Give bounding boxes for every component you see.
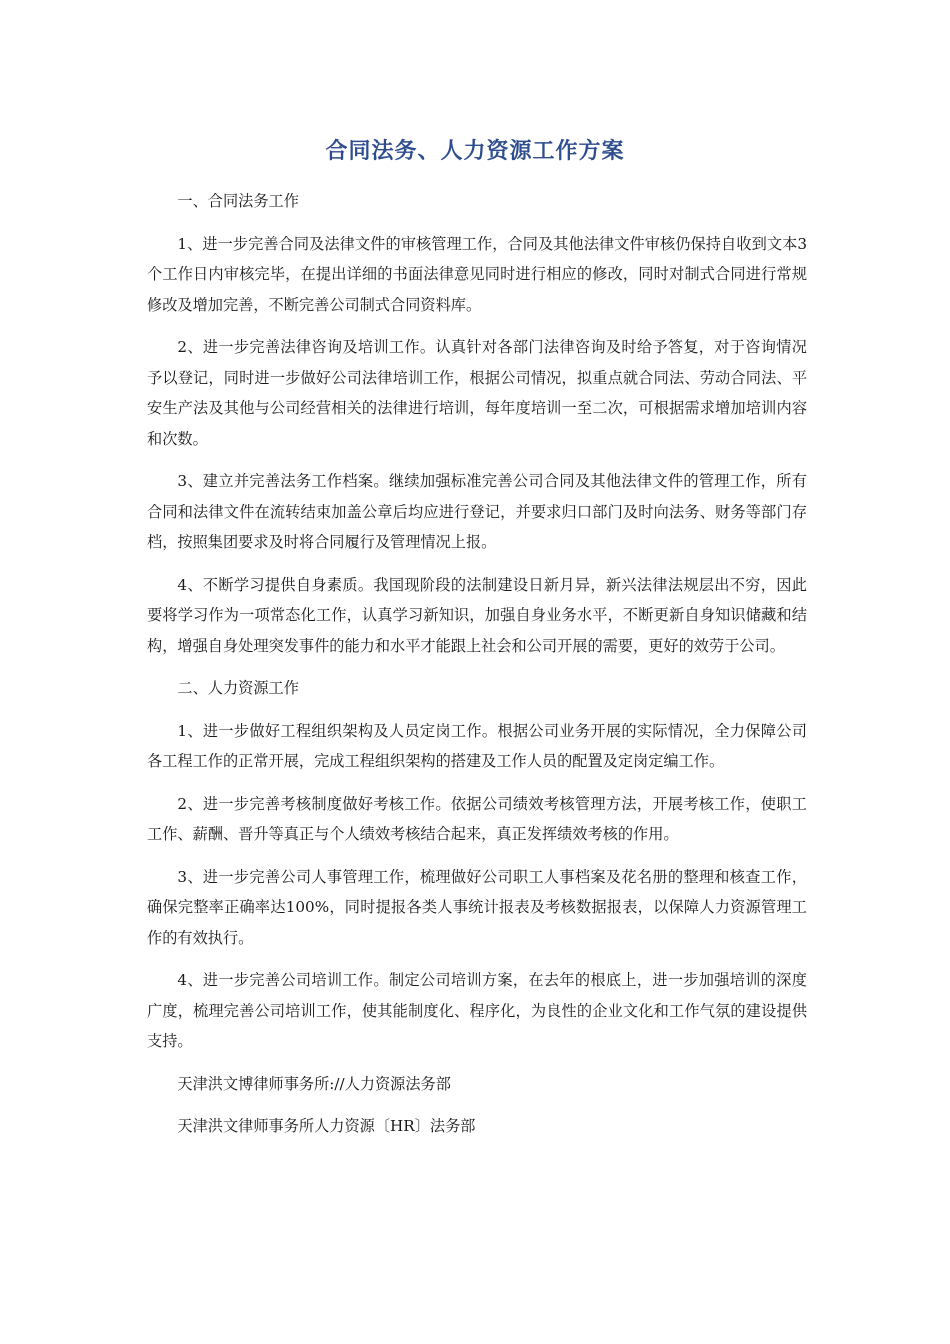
section1-item-4: 4、不断学习提供自身素质。我国现阶段的法制建设日新月异，新兴法律法规层出不穷，因此要将学习作为一项常态化工作，认真学习新知识，加强自身业务水平，不断更新自身知识储藏和结构，增强自身处理突发事件的能力和水平才能跟上社会和公司开展的需要，更好的效劳于公司。 xyxy=(147,575,807,655)
section-heading-contract-legal: 一、合同法务工作 xyxy=(177,192,299,210)
section2-item-4: 4、进一步完善公司培训工作。制定公司培训方案，在去年的根底上，进一步加强培训的深度广度，梳理完善公司培训工作，使其能制度化、程序化，为良性的企业文化和工作气氛的建设提供支持。 xyxy=(147,971,807,1050)
section2-item-3: 3、进一步完善公司人事管理工作，梳理做好公司职工人事档案及花名册的整理和核查工作，确保完整率正确率达100%，同时提报各类人事统计报表及考核数据报表，以保障人力资源管理工作的有效执行。 xyxy=(147,867,807,947)
document-title: 合同法务、人力资源工作方案 xyxy=(325,139,625,164)
section1-item-1: 1、进一步完善合同及法律文件的审核管理工作，合同及其他法律文件审核仍保持自收到文本3个工作日内审核完毕，在提出详细的书面法律意见同时进行相应的修改，同时对制式合同进行常规修改及增加完善，不断完善公司制式合同资料库。 xyxy=(147,234,807,314)
section-heading-human-resources: 二、人力资源工作 xyxy=(177,679,299,697)
section2-item-2: 2、进一步完善考核制度做好考核工作。依据公司绩效考核管理方法，开展考核工作，使职工工作、薪酬、晋升等真正与个人绩效考核结合起来，真正发挥绩效考核的作用。 xyxy=(147,794,807,843)
footer-line-1: 天津洪文博律师事务所://人力资源法务部 xyxy=(177,1074,451,1093)
document-body xyxy=(147,186,807,1154)
section1-item-3: 3、建立并完善法务工作档案。继续加强标准完善公司合同及其他法律文件的管理工作，所有合同和法律文件在流转结束加盖公章后均应进行登记，并要求归口部门及时向法务、财务等部门存档，按照集团要求及时将合同履行及管理情况上报。 xyxy=(147,472,807,551)
section1-item-2: 2、进一步完善法律咨询及培训工作。认真针对各部门法律咨询及时给予答复，对于咨询情况予以登记，同时进一步做好公司法律培训工作，根据公司情况，拟重点就合同法、劳动合同法、平安生产法及其他与公司经营相关的法律进行培训，每年度培训一至二次，可根据需求增加培训内容和次数。 xyxy=(147,338,807,448)
footer-line-2: 天津洪文律师事务所人力资源〔HR〕法务部 xyxy=(177,1117,476,1135)
section2-item-1: 1、进一步做好工程组织架构及人员定岗工作。根据公司业务开展的实际情况，全力保障公司各工程工作的正常开展，完成工程组织架构的搭建及工作人员的配置及定岗定编工作。 xyxy=(147,721,807,770)
